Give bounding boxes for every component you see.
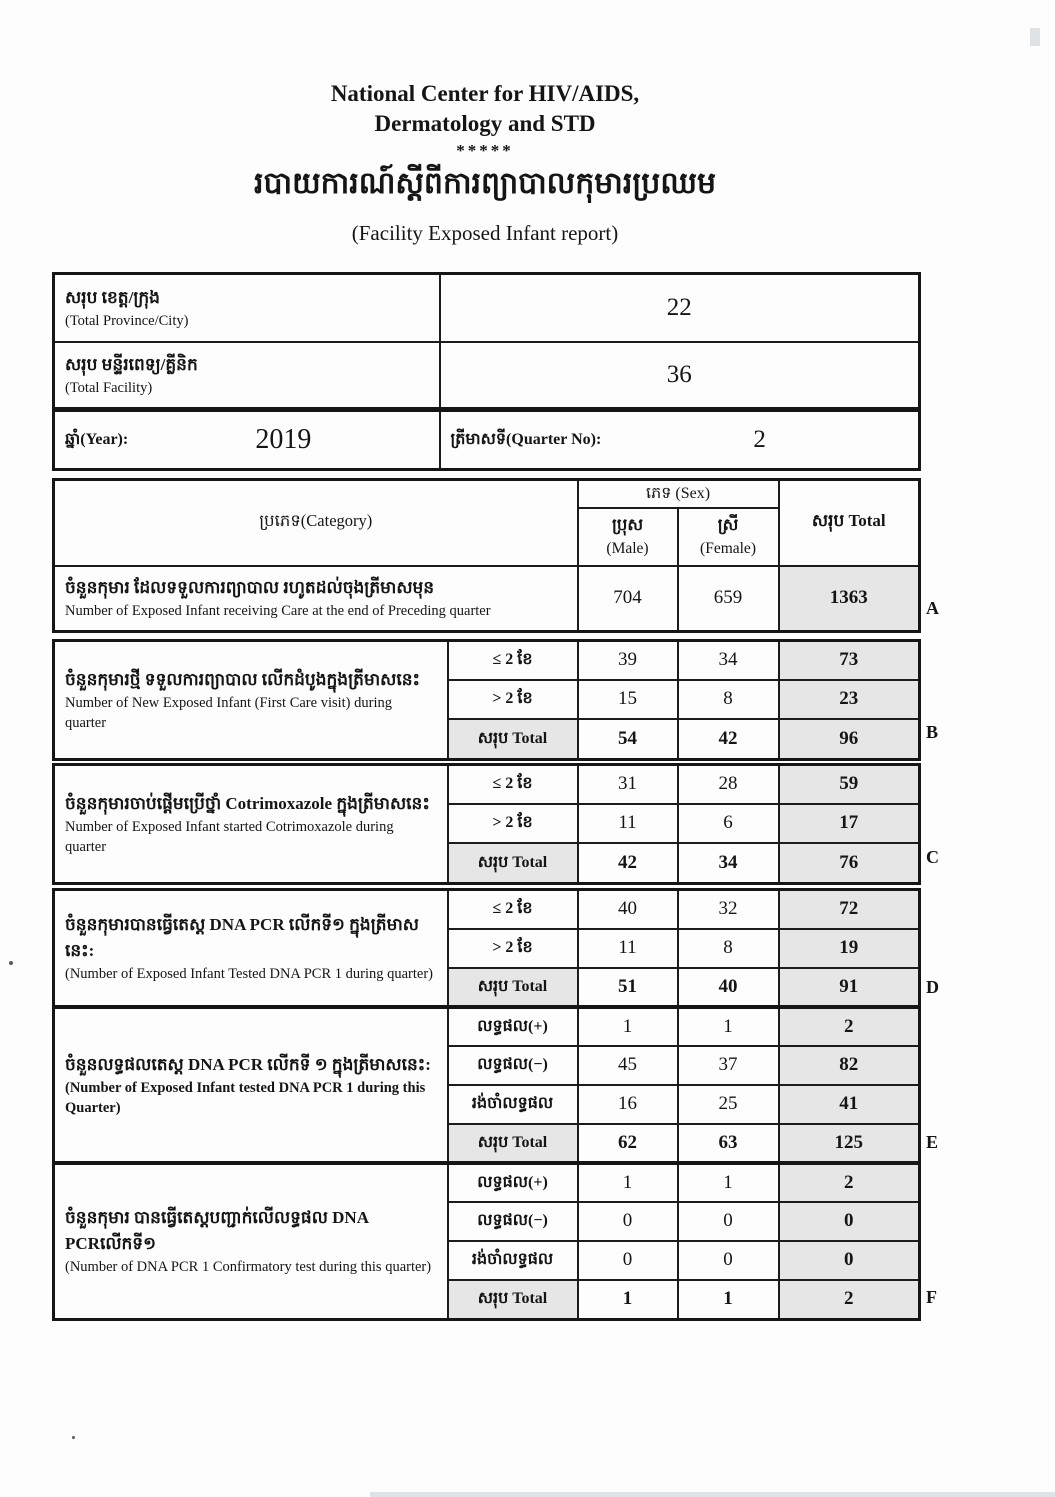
section-d-total-female: 40 <box>678 968 779 1007</box>
section-f-awaiting-female: 0 <box>678 1241 779 1280</box>
section-c-gt2-total: 17 <box>779 804 920 843</box>
section-c-gt2-male: 11 <box>578 804 678 843</box>
section-f-label-khmer: ចំនួនកុមារ បានធ្វើតេស្តបញ្ជាក់លើលទ្ធផល DNA PCRលើកទី១ <box>65 1208 369 1254</box>
stars-divider: ***** <box>456 141 514 160</box>
section-c-row-le2 <box>54 765 920 804</box>
section-c-label-english: Number of Exposed Infant started Cotrimoxazole during quarter <box>65 819 394 855</box>
section-f-neg-total: 0 <box>779 1202 920 1241</box>
scan-speck <box>72 1436 75 1439</box>
sex-header: ភេទ (Sex) <box>578 480 779 508</box>
subtotal-label: សរុប Total <box>448 968 578 1007</box>
section-b-gt2-female: 8 <box>678 680 779 719</box>
section-c-le2-total: 59 <box>779 765 920 804</box>
quarter-label: ត្រីមាសទី(Quarter No): <box>450 431 602 448</box>
section-d-total-total: 91 <box>779 968 920 1007</box>
section-f-awaiting-total: 0 <box>779 1241 920 1280</box>
female-header <box>678 508 779 566</box>
subtotal-label: សរុប Total <box>448 719 578 760</box>
section-d-label-khmer: ចំនួនកុមារបានធ្វើតេស្ត DNA PCR លើកទី១ ក្នុងត្រីមាសនេះ: <box>65 914 419 960</box>
section-d-gt2-female: 8 <box>678 929 779 968</box>
section-b-le2-total: 73 <box>779 641 920 680</box>
section-a-total: 1363 <box>779 566 920 632</box>
section-b-row-le2 <box>54 641 920 680</box>
age-gt2-label: > 2 ខែ <box>448 804 578 843</box>
subtotal-label: សរុប Total <box>448 1280 578 1320</box>
main-table-header-and-section-a <box>52 478 921 633</box>
scan-speck <box>9 961 13 965</box>
section-f-pos-total: 2 <box>779 1163 920 1202</box>
section-b-total-total: 96 <box>779 719 920 760</box>
result-awaiting-label: រង់ចាំលទ្ធផល <box>448 1085 578 1124</box>
section-e-pos-total: 2 <box>779 1007 920 1046</box>
result-negative-label: លទ្ធផល(−) <box>448 1202 578 1241</box>
female-header-khmer: ស្រី <box>717 514 739 534</box>
section-d-gt2-total: 19 <box>779 929 920 968</box>
result-positive-label: លទ្ធផល(+) <box>448 1163 578 1202</box>
section-letter-b: B <box>926 722 939 742</box>
section-b-le2-female: 34 <box>678 641 779 680</box>
section-f-row-pos <box>54 1163 920 1202</box>
category-header: ប្រភេទ(Category) <box>54 480 578 566</box>
scan-edge-strip <box>370 1492 1055 1497</box>
section-d-label-english: (Number of Exposed Infant Tested DNA PCR 1 during quarter) <box>65 965 433 982</box>
facility-label-khmer: សរុប មន្ទីរពេទ្យ/គ្លីនិក <box>65 354 198 374</box>
result-awaiting-label: រង់ចាំលទ្ធផល <box>448 1241 578 1280</box>
sections-def-table <box>52 888 921 1321</box>
age-gt2-label: > 2 ខែ <box>448 929 578 968</box>
section-f-awaiting-male: 0 <box>578 1241 678 1280</box>
female-header-english: (Female) <box>700 539 756 557</box>
section-d-row-le2 <box>54 890 920 929</box>
org-name-line2: Dermatology and STD <box>374 111 596 136</box>
section-a-female: 659 <box>678 566 779 632</box>
quarter-value: 2 <box>753 426 766 453</box>
section-e-label-khmer: ចំនួនលទ្ធផលតេស្ត DNA PCR លើកទី ១ ក្នុងត្រីមាសនេះ: <box>65 1054 431 1074</box>
header-row-sex <box>54 480 920 508</box>
section-e-row-pos <box>54 1007 920 1046</box>
section-e-total-male: 62 <box>578 1124 678 1163</box>
province-label-english: (Total Province/City) <box>65 312 189 329</box>
age-le2-label: ≤ 2 ខែ <box>448 765 578 804</box>
section-b-label-khmer: ចំនួនកុមារថ្មី ទទួលការព្យាបាល លើកដំបូងក្នុងត្រីមាសនេះ <box>65 670 420 689</box>
facility-total-value: 36 <box>440 342 920 410</box>
section-letter-f: F <box>926 1287 937 1307</box>
section-e-total-total: 125 <box>779 1124 920 1163</box>
section-b-gt2-male: 15 <box>578 680 678 719</box>
section-c-table <box>52 763 921 885</box>
section-d-total-male: 51 <box>578 968 678 1007</box>
section-f-total-male: 1 <box>578 1280 678 1320</box>
section-c-total-male: 42 <box>578 843 678 884</box>
org-name-line1: National Center for HIV/AIDS, <box>330 81 640 106</box>
section-e-label-english: (Number of Exposed Infant tested DNA PCR 1 during this Quarter) <box>65 1079 426 1116</box>
summary-row-facility <box>54 342 920 410</box>
section-b-label-english: Number of New Exposed Infant (First Care visit) during quarter <box>65 695 392 731</box>
age-le2-label: ≤ 2 ខែ <box>448 641 578 680</box>
section-d-le2-total: 72 <box>779 890 920 929</box>
section-e-neg-total: 82 <box>779 1046 920 1085</box>
subtotal-label: សរុប Total <box>448 1124 578 1163</box>
section-e-awaiting-female: 25 <box>678 1085 779 1124</box>
age-gt2-label: > 2 ខែ <box>448 680 578 719</box>
section-a-label-english: Number of Exposed Infant receiving Care at the end of Preceding quarter <box>65 603 491 620</box>
summary-row-province <box>54 274 920 342</box>
section-b-le2-male: 39 <box>578 641 678 680</box>
section-e-awaiting-male: 16 <box>578 1085 678 1124</box>
section-f-pos-female: 1 <box>678 1163 779 1202</box>
male-header <box>578 508 678 566</box>
section-c-total-female: 34 <box>678 843 779 884</box>
section-b-gt2-total: 23 <box>779 680 920 719</box>
section-b-table <box>52 639 921 761</box>
section-d-le2-female: 32 <box>678 890 779 929</box>
section-d-gt2-male: 11 <box>578 929 678 968</box>
section-f-total-total: 2 <box>779 1280 920 1320</box>
male-header-khmer: ប្រុស <box>611 514 644 534</box>
scan-smudge <box>1030 28 1040 46</box>
section-e-pos-male: 1 <box>578 1007 678 1046</box>
male-header-english: (Male) <box>606 539 649 557</box>
subtotal-label: សរុប Total <box>448 843 578 884</box>
section-d-le2-male: 40 <box>578 890 678 929</box>
section-a-label-khmer: ចំនួនកុមារ ដែលទទួលការព្យាបាល រហូតដល់ចុងត្រីមាសមុន <box>65 578 435 598</box>
section-f-neg-male: 0 <box>578 1202 678 1241</box>
section-f-total-female: 1 <box>678 1280 779 1320</box>
section-c-le2-male: 31 <box>578 765 678 804</box>
summary-table <box>52 272 921 471</box>
section-c-total-total: 76 <box>779 843 920 884</box>
section-a-male: 704 <box>578 566 678 632</box>
section-letter-e: E <box>926 1132 939 1152</box>
section-a-row <box>54 566 920 632</box>
section-letter-a: A <box>926 598 939 618</box>
section-f-pos-male: 1 <box>578 1163 678 1202</box>
province-label-khmer: សរុប ខេត្ត/ក្រុង <box>65 287 160 307</box>
age-le2-label: ≤ 2 ខែ <box>448 890 578 929</box>
section-c-le2-female: 28 <box>678 765 779 804</box>
total-header: សរុប Total <box>779 480 920 566</box>
section-e-pos-female: 1 <box>678 1007 779 1046</box>
section-e-neg-male: 45 <box>578 1046 678 1085</box>
section-letter-c: C <box>926 847 939 867</box>
report-title-khmer: របាយការណ៍ស្តីពីការព្យាបាលកុមារប្រឈម <box>253 167 716 200</box>
section-c-label-khmer: ចំនួនកុមារចាប់ផ្តើមប្រើថ្នាំ Cotrimoxazole ក្នុងត្រីមាសនេះ <box>65 794 430 813</box>
result-positive-label: លទ្ធផល(+) <box>448 1007 578 1046</box>
report-title-english: (Facility Exposed Infant report) <box>351 221 619 245</box>
facility-label-english: (Total Facility) <box>65 379 153 396</box>
section-b-total-female: 42 <box>678 719 779 760</box>
province-total-value: 22 <box>440 274 920 342</box>
section-e-total-female: 63 <box>678 1124 779 1163</box>
summary-row-year-quarter <box>54 410 920 470</box>
section-f-neg-female: 0 <box>678 1202 779 1241</box>
section-e-neg-female: 37 <box>678 1046 779 1085</box>
year-value: 2019 <box>255 424 312 455</box>
section-e-awaiting-total: 41 <box>779 1085 920 1124</box>
section-f-label-english: (Number of DNA PCR 1 Confirmatory test during this quarter) <box>65 1259 432 1276</box>
section-letter-d: D <box>926 977 939 997</box>
section-b-total-male: 54 <box>578 719 678 760</box>
year-label: ឆ្នាំ(Year): <box>65 431 129 448</box>
result-negative-label: លទ្ធផល(−) <box>448 1046 578 1085</box>
section-c-gt2-female: 6 <box>678 804 779 843</box>
